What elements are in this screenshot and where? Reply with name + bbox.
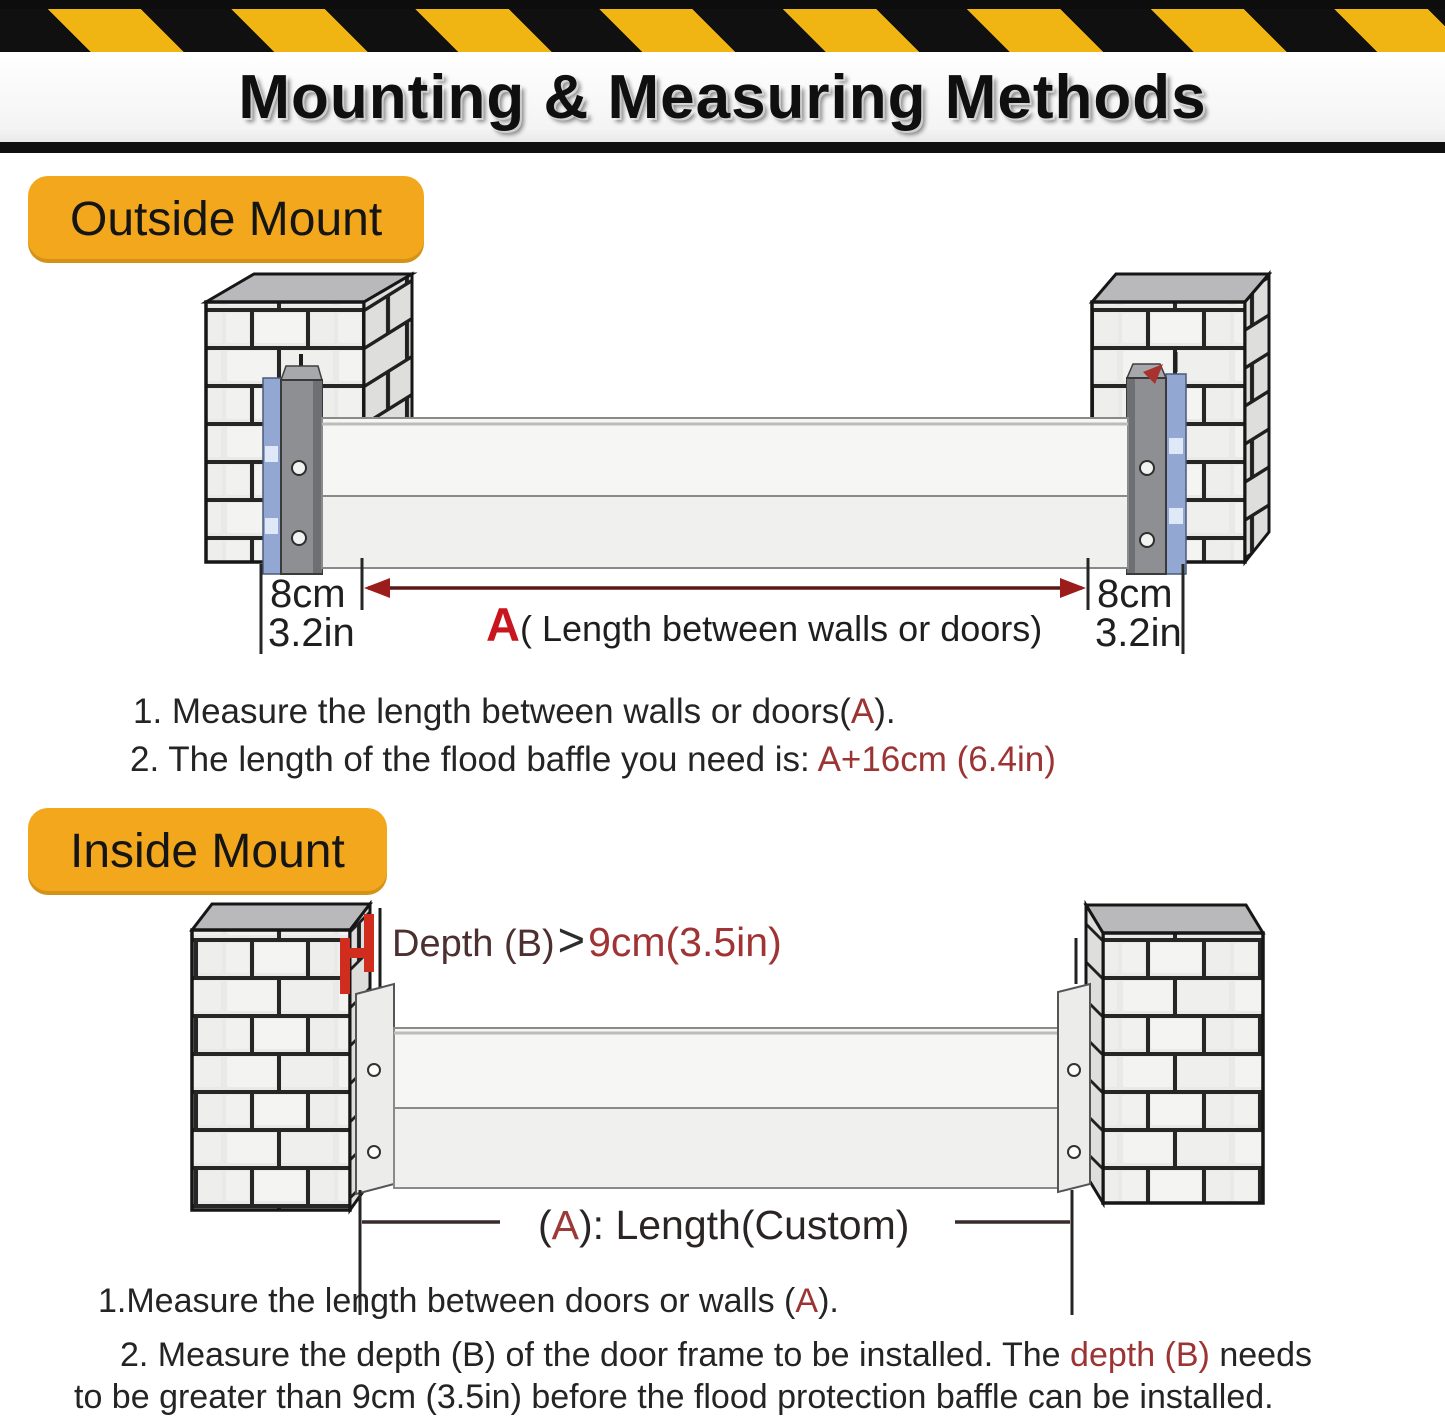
label-a-description: ( Length between walls or doors) xyxy=(519,608,1043,649)
page-title: Mounting & Measuring Methods xyxy=(238,62,1207,132)
note-formula: A+16cm (6.4in) xyxy=(817,740,1056,779)
inside-note-2-line-2: to be greater than 9cm (3.5in) before the flood protection baffle can be installed. xyxy=(74,1378,1274,1416)
outside-note-1 xyxy=(133,692,896,732)
inside-left-bracket xyxy=(356,984,394,1194)
greater-than-sign: > xyxy=(557,913,586,966)
note-text: ). xyxy=(818,1282,839,1320)
label-text: ): Length(Custom) xyxy=(579,1202,910,1248)
depth-label xyxy=(392,912,782,967)
title-band xyxy=(0,52,1445,142)
label-a: A xyxy=(551,1202,580,1248)
dim-label-left-inch: 3.2in xyxy=(268,611,355,655)
arrow-head-icon xyxy=(1060,578,1086,598)
note-text: 1. Measure the length between walls or doors( xyxy=(133,692,851,731)
screw-icon xyxy=(368,1146,380,1158)
inside-note-1 xyxy=(98,1282,839,1321)
inside-right-pillar xyxy=(1086,905,1263,1203)
banner-divider xyxy=(0,142,1445,153)
hazard-banner xyxy=(0,0,1445,153)
dim-label-right-inch: 3.2in xyxy=(1095,611,1182,655)
flood-panel xyxy=(322,418,1128,568)
dim-label-right-cm: 8cm xyxy=(1097,572,1173,616)
screw-icon xyxy=(1068,1064,1080,1076)
outside-note-2 xyxy=(130,740,1056,780)
screw-icon xyxy=(368,1064,380,1076)
note-highlight: depth (B) xyxy=(1070,1336,1210,1374)
inside-note-2-line-1 xyxy=(120,1336,1312,1375)
note-text: 1.Measure the length between doors or walls ( xyxy=(98,1282,796,1320)
note-text: 2. The length of the flood baffle you need is: xyxy=(130,740,818,779)
flood-panel xyxy=(394,1028,1058,1188)
note-text: needs xyxy=(1209,1336,1312,1374)
arrow-head-icon xyxy=(364,578,390,598)
note-text: ). xyxy=(874,692,896,731)
dim-label-left-cm: 8cm xyxy=(270,572,346,616)
note-highlight: A xyxy=(850,692,875,731)
label-text: ( xyxy=(538,1202,552,1248)
screw-icon xyxy=(292,531,306,545)
screw-icon xyxy=(292,461,306,475)
label-a: A xyxy=(486,598,520,651)
hazard-stripes xyxy=(0,0,1445,52)
outside-left-blue-channel xyxy=(263,378,281,574)
inside-mount-badge: Inside Mount xyxy=(28,808,387,895)
depth-label-text: Depth (B) xyxy=(392,923,555,965)
outside-left-bracket xyxy=(281,354,322,574)
outside-mount-badge: Outside Mount xyxy=(28,176,424,263)
screw-icon xyxy=(1140,533,1154,547)
screw-icon xyxy=(1068,1146,1080,1158)
screw-icon xyxy=(1140,461,1154,475)
depth-label-value: 9cm(3.5in) xyxy=(588,919,782,965)
outside-right-bracket xyxy=(1127,364,1166,574)
outside-right-blue-channel xyxy=(1166,352,1186,574)
span-length-label xyxy=(486,597,1042,652)
note-text: 2. Measure the depth (B) of the door frame to be installed. The xyxy=(120,1336,1071,1374)
length-custom-label xyxy=(538,1202,909,1249)
note-highlight: A xyxy=(795,1282,819,1320)
